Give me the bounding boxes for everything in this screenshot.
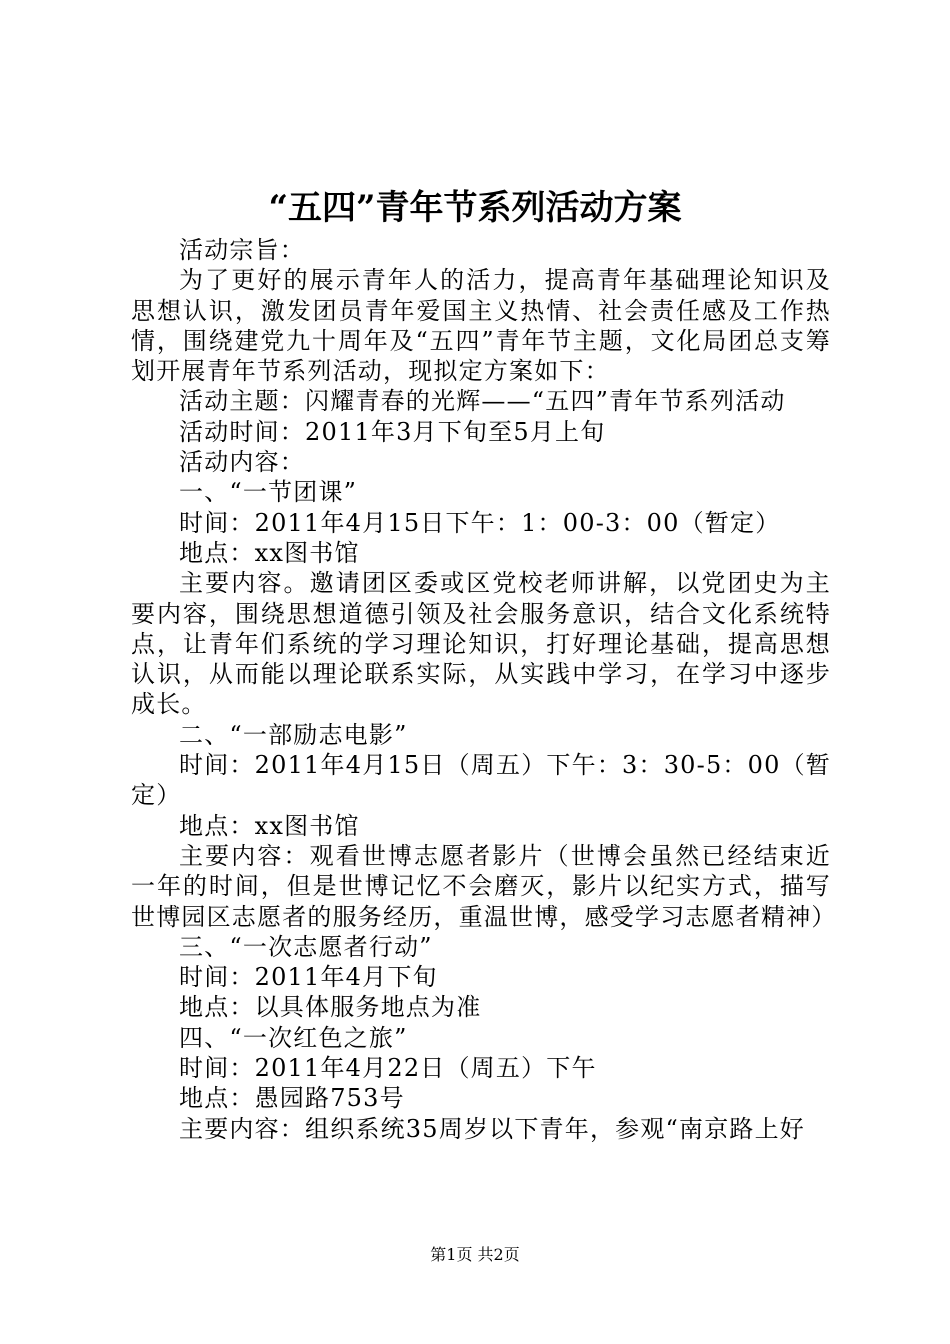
document-body — [131, 235, 837, 1144]
paragraph-content-heading: 活动内容： — [179, 448, 305, 477]
paragraph-purpose: 为了更好的展示青年人的活力，提高青年基础理论知识及思想认识，激发团员青年爱国主义热情、社会责任感及工作热情，围绕建党九十周年及“五四”青年节主题，文化局团总支筹划开展青年节系列活动，现拟定方案如下： — [131, 266, 831, 386]
paragraph-time: 活动时间：2011年3月下旬至5月上旬 — [179, 417, 606, 446]
document-title: “五四”青年节系列活动方案 — [268, 188, 682, 228]
section-1-location: 地点：xx图书馆 — [179, 538, 360, 567]
section-4-location: 地点：愚园路753号 — [179, 1084, 405, 1113]
page-footer: 第1页 共2页 — [430, 1245, 520, 1264]
section-2-time: 时间：2011年4月15日（周五）下午：3：30-5：00（暂定） — [131, 751, 831, 810]
section-4-heading: 四、“一次红色之旅” — [179, 1023, 408, 1052]
section-4-content: 主要内容：组织系统35周岁以下青年，参观“南京路上好 — [179, 1114, 806, 1143]
section-4-time: 时间：2011年4月22日（周五）下午 — [179, 1054, 597, 1083]
section-1-heading: 一、“一节团课” — [179, 478, 358, 507]
section-3-heading: 三、“一次志愿者行动” — [179, 932, 433, 961]
paragraph-purpose-heading: 活动宗旨： — [179, 236, 305, 264]
section-2-location: 地点：xx图书馆 — [179, 811, 360, 840]
paragraph-theme: 活动主题：闪耀青春的光辉——“五四”青年节系列活动 — [179, 387, 786, 416]
section-2-content: 主要内容：观看世博志愿者影片（世博会虽然已经结束近一年的时间，但是世博记忆不会磨灭，影片以纪实方式，描写世博园区志愿者的服务经历，重温世博，感受学习志愿者精神） — [131, 841, 837, 931]
section-3-location: 地点：以具体服务地点为准 — [179, 993, 482, 1022]
section-3-time: 时间：2011年4月下旬 — [179, 963, 438, 992]
section-2-heading: 二、“一部励志电影” — [179, 720, 408, 749]
section-1-content: 主要内容。邀请团区委或区党校老师讲解，以党团史为主要内容，围绕思想道德引领及社会服务意识，结合文化系统特点，让青年们系统的学习理论知识，打好理论基础，提高思想认识，从而能以理论联系实际，从实践中学习，在学习中逐步成长。 — [131, 569, 831, 719]
section-1-time: 时间：2011年4月15日下午：1：00-3：00（暂定） — [179, 508, 781, 537]
